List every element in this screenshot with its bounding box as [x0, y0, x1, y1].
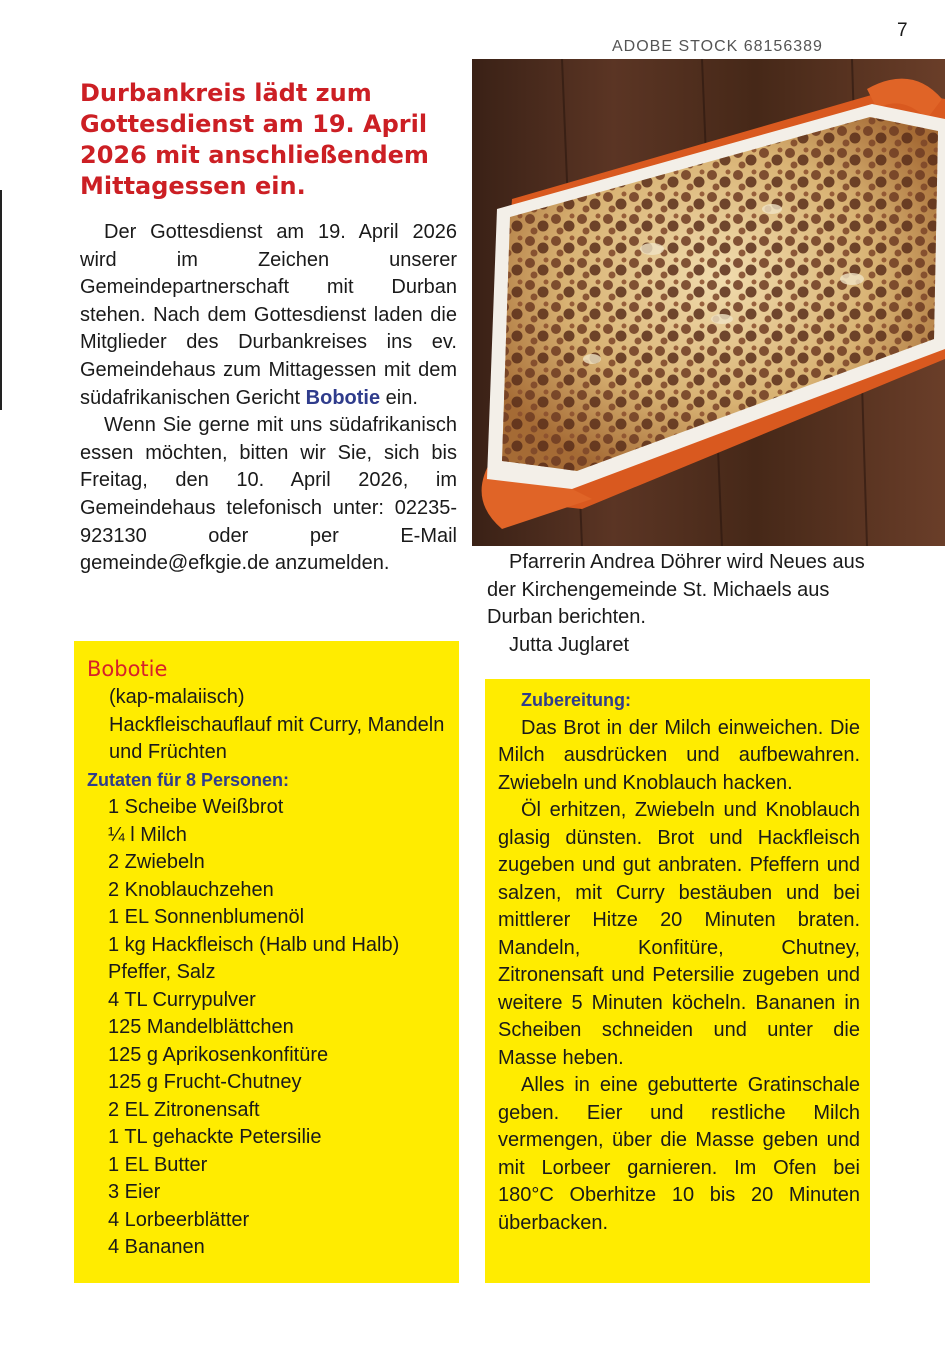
ingredient-item: 1 Scheibe Weißbrot	[108, 796, 284, 819]
caption-text: Pfarrerin Andrea Döhrer wird Neues aus der Kirchengemeinde St. Michaels aus Durban berichten.	[487, 551, 865, 629]
ingredient-item: 4 Bananen	[108, 1236, 205, 1259]
caption-author: Jutta Juglaret	[509, 633, 630, 656]
ingredient-item: 2 EL Zitronensaft	[108, 1098, 260, 1121]
ingredient-item: 2 Zwiebeln	[108, 851, 205, 874]
margin-rule	[0, 190, 2, 410]
intro-text: Der Gottesdienst am 19. April 2026 wird im Zeichen unserer Gemeindepartnerschaft mit Durban stehen. Nach dem Gottesdienst laden die Mitglieder des Durbankreises ins ev. Gemeindehaus zum Mittagessen mit dem südafrikanischen Gericht	[80, 221, 457, 409]
ingredient-item: 2 Knoblauchzehen	[108, 878, 274, 901]
ingredient-item: 1 kg Hackfleisch (Halb und Halb)	[108, 933, 400, 956]
recipe-description: Hackfleischauflauf mit Curry, Mandeln und Früchten	[109, 713, 445, 764]
article-headline: Durbankreis lädt zum Gottesdienst am 19. April 2026 mit anschließendem Mittagessen ein.	[80, 79, 429, 200]
ingredient-item: Pfeffer, Salz	[108, 961, 216, 984]
ingredient-item: 1 EL Sonnenblumenöl	[108, 906, 305, 929]
ingredient-item: 125 g Frucht-Chutney	[108, 1071, 302, 1094]
ingredients-heading: Zutaten für 8 Personen:	[87, 769, 290, 790]
ingredients-list	[87, 794, 447, 1262]
photo-credit: ADOBE STOCK 68156389	[612, 38, 823, 55]
ingredients-box	[74, 641, 459, 1283]
intro-paragraph-2: Wenn Sie gerne mit uns südafrikanisch essen möchten, bitten wir Sie, sich bis Freitag, den 10. April 2026, im Gemeindehaus telefonisch unter: 02235-923130 oder per E-Mail gemeinde@efkgie.de anzumelden.	[80, 414, 457, 575]
dish-name-highlight: Bobotie	[305, 386, 381, 409]
intro-text-end: ein.	[380, 386, 418, 409]
ingredient-item: 125 g Aprikosenkonfitüre	[108, 1043, 329, 1066]
photo-caption	[487, 549, 872, 659]
bobotie-photo	[472, 59, 945, 546]
preparation-step: Öl erhitzen, Zwiebeln und Knoblauch glasig dünsten. Brot und Hackfleisch zugeben und gut anbraten. Pfeffern und salzen, mit Curry bestäuben und bei mittlerer Hitze 20 Minuten braten. Mandeln, Konfitüre, Chutney, Zitronensaft und Petersilie zugeben und weitere 5 Minuten köcheln. Bananen in Scheiben schneiden und unter die Masse heben.	[498, 799, 860, 1069]
ingredient-item: 4 Lorbeerblätter	[108, 1208, 250, 1231]
preparation-heading: Zubereitung:	[521, 690, 631, 710]
ingredient-item: ¼ l Milch	[108, 823, 187, 846]
preparation-step: Das Brot in der Milch einweichen. Die Milch ausdrücken und aufbewahren. Zwiebeln und Knoblauch hacken.	[498, 716, 860, 794]
intro-paragraph-1	[80, 219, 457, 412]
ingredient-item: 125 Mandelblättchen	[108, 1016, 294, 1039]
ingredient-item: 1 TL gehackte Petersilie	[108, 1126, 322, 1149]
recipe-title: Bobotie	[87, 657, 168, 681]
page-number: 7	[897, 20, 908, 41]
ingredient-item: 1 EL Butter	[108, 1153, 208, 1176]
recipe-origin: (kap-malaiisch)	[109, 686, 245, 708]
ingredient-item: 4 TL Currypulver	[108, 988, 256, 1011]
preparation-box	[485, 679, 870, 1283]
preparation-step: Alles in eine gebutterte Gratinschale geben. Eier und restliche Milch vermengen, über die Masse geben und mit Lorbeer garnieren. Im Ofen bei 180°C Oberhitze 10 bis 20 Minuten überbacken.	[498, 1074, 860, 1234]
ingredient-item: 3 Eier	[108, 1181, 161, 1204]
article-intro	[80, 219, 457, 578]
